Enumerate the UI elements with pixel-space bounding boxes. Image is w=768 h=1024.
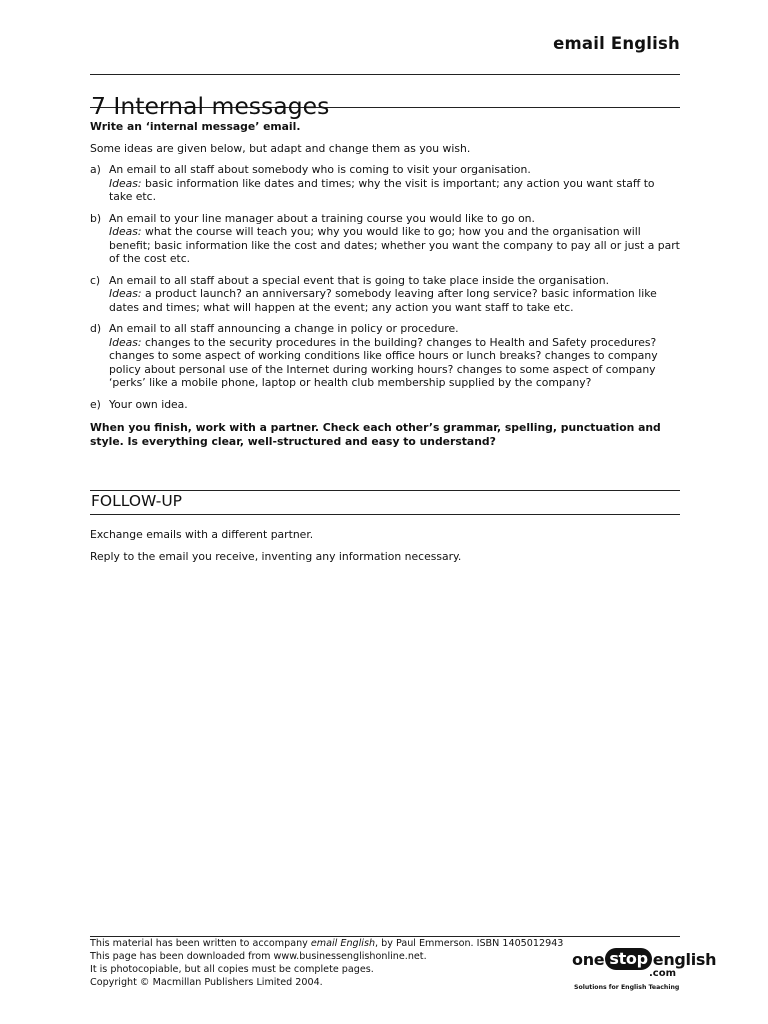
item-text: An email to your line manager about a training course you would like to go on. [109,211,535,225]
title-block [90,74,680,120]
onestopenglish-logo [572,946,717,994]
ideas-text: a product launch? an anniversary? somebody leaving after long service? basic information like dates and times; what will happen at the event; any action you want staff to take etc. [109,287,657,314]
follow-up-heading: FOLLOW-UP [91,492,183,510]
list-item [90,163,680,204]
follow-up-line: Reply to the email you receive, inventing any information necessary. [90,549,462,563]
footer-line-2: This page has been downloaded from www.businessenglishonline.net. [90,951,427,962]
item-text: An email to all staff about somebody who is coming to visit your organisation. [109,163,531,176]
logo-suffix: .com [648,968,676,979]
list-item [90,212,680,266]
footer-line-1-pre: This material has been written to accompany [90,938,311,949]
item-text: An email to all staff about a special event that is going to take place inside the organisation. [109,273,610,287]
footer-line-1-post: , by Paul Emmerson. ISBN 1405012943 [375,938,564,949]
ideas-label: Ideas: [109,335,142,349]
ideas-label: Ideas: [109,287,142,300]
idea-list [90,163,680,411]
exercise-body [90,120,680,448]
footer-line-3: It is photocopiable, but all copies must be complete pages. [90,964,374,975]
item-text: An email to all staff announcing a change in policy or procedure. [109,322,459,335]
list-item [90,274,680,315]
item-letter: c) [90,273,101,287]
logo-wordmark [572,946,716,972]
follow-up-line: Exchange emails with a different partner. [90,528,314,541]
logo-part-english: english [652,949,717,969]
item-text: Your own idea. [109,397,188,411]
logo-part-stop: stop [605,948,651,970]
item-letter: d) [90,322,102,335]
ideas-text: what the course will teach you; why you would like to go; how you and the organisation will benefit; basic information like the cost and dates; whether you want the company to pay all or just a part of the cost etc. [109,225,680,265]
logo-part-one: one [572,949,605,969]
list-item [90,398,680,412]
follow-up-heading-block [90,490,680,515]
ideas-text: basic information like dates and times; why the visit is important; any action you want staff to take etc. [109,176,655,203]
instruction: Write an ‘internal message’ email. [90,120,301,133]
item-letter: b) [90,211,102,225]
follow-up-body [90,528,680,571]
item-letter: a) [90,163,101,176]
closing-instruction: When you finish, work with a partner. Check each other’s grammar, spelling, punctuation and style. Is everything clear, well-structured and easy to understand? [90,421,661,448]
item-letter: e) [90,397,101,411]
worksheet-page [90,0,717,1024]
ideas-text: changes to the security procedures in the building? changes to Health and Safety procedures? changes to some aspect of working conditions like office hours or lunch breaks? changes to company policy about personal use of the Internet during working hours? changes to some aspect of company ‘perks’ like a mobile phone, laptop or health club membership supplied by the company? [109,335,658,389]
ideas-label: Ideas: [109,225,142,238]
ideas-label: Ideas: [109,176,142,190]
page-title: 7 Internal messages [91,91,330,120]
intro-text: Some ideas are given below, but adapt and change them as you wish. [90,141,471,155]
logo-tagline: Solutions for English Teaching [574,984,680,991]
footer-line-4: Copyright © Macmillan Publishers Limited 2004. [90,977,323,988]
list-item [90,322,680,390]
footer-book-title: email English [310,938,376,949]
running-head: email English [553,34,680,53]
footer-copyright [90,937,590,989]
footer-line-1 [90,937,590,950]
